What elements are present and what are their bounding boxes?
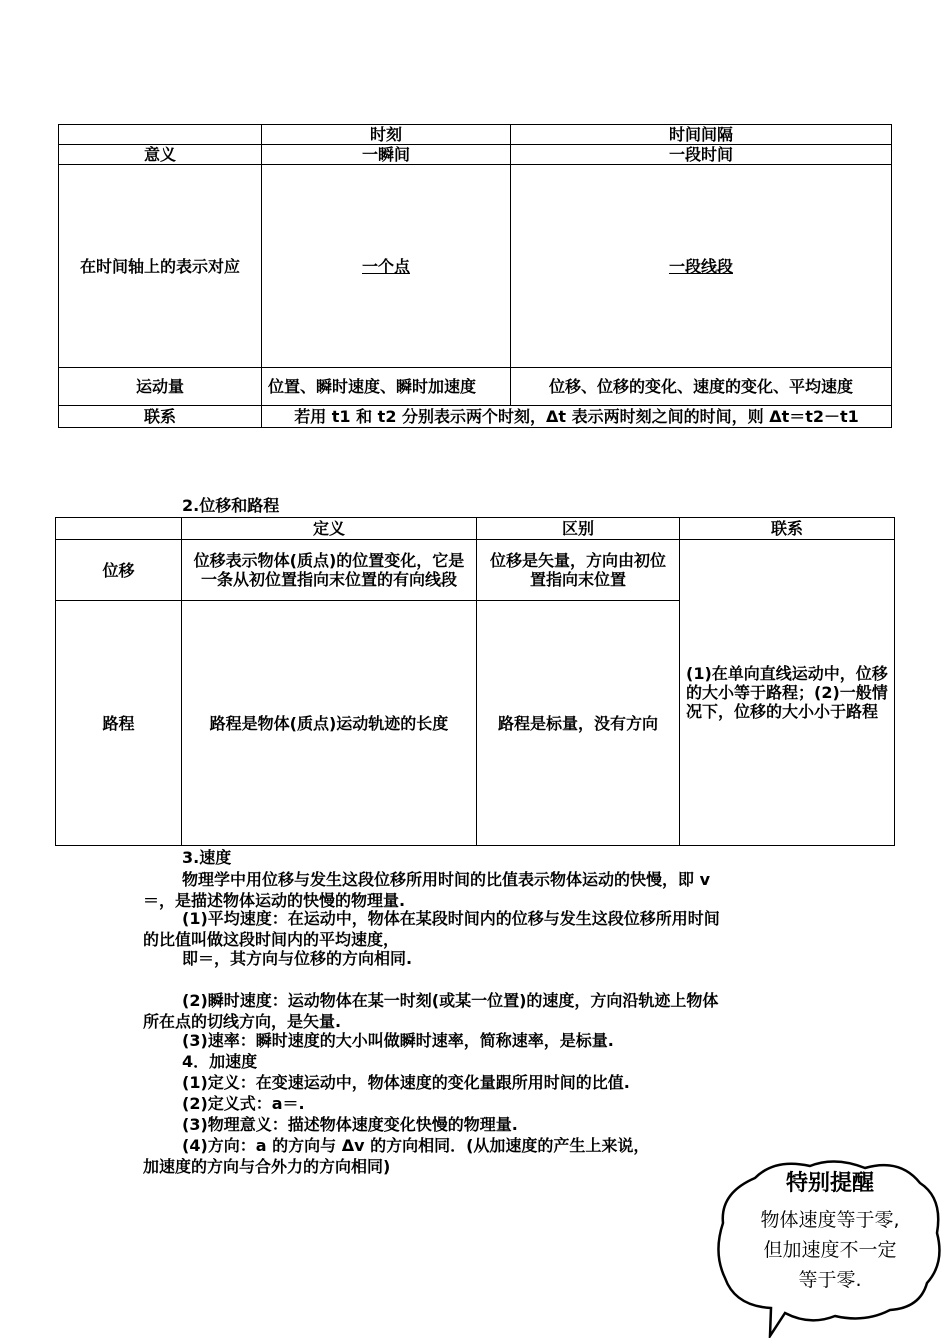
paragraph-line: 加速度的方向与合外力的方向相同): [143, 1157, 391, 1176]
time-table: [58, 124, 892, 428]
paragraph-line: 的比值叫做这段时间内的平均速度，: [143, 930, 400, 949]
t1-cell: 位移、位移的变化、速度的变化、平均速度: [511, 368, 892, 406]
paragraph-line: 物理学中用位移与发生这段位移所用时间的比值表示物体运动的快慢，即 v: [182, 870, 711, 889]
paragraph-line: (2)定义式：a＝.: [182, 1094, 305, 1113]
t1-point-text: 一个点: [361, 256, 410, 276]
heading: 3.速度: [182, 848, 232, 867]
paragraph-line: (1)定义：在变速运动中，物体速度的变化量跟所用时间的比值.: [182, 1073, 630, 1092]
t1-row-label: 联系: [59, 406, 262, 428]
note-bubble: [715, 1158, 945, 1338]
t1-cell: 一段时间: [511, 145, 892, 165]
paragraph-line: 所在点的切线方向，是矢量.: [143, 1012, 342, 1031]
paragraph-line: (2)瞬时速度：运动物体在某一时刻(或某一位置)的速度，方向沿轨迹上物体: [182, 991, 719, 1010]
t2-header-rel: 联系: [680, 518, 895, 540]
note-line: 等于零.: [798, 1269, 862, 1291]
t2-header-diff: 区别: [477, 518, 680, 540]
heading: 4．加速度: [182, 1052, 258, 1071]
t1-relation: 若用 t1 和 t2 分别表示两个时刻，Δt 表示两时刻之间的时间，则 Δt＝t2－t1: [262, 406, 892, 428]
t1-header-interval: 时间间隔: [511, 125, 892, 145]
t1-cell: 一瞬间: [262, 145, 511, 165]
displacement-table: [55, 517, 895, 846]
note-line: 但加速度不一定: [763, 1239, 897, 1261]
t1-header-empty: [59, 125, 262, 145]
t1-row-label: 运动量: [59, 368, 262, 406]
t2-row-label: 位移: [56, 540, 182, 601]
t1-row-label: 意义: [59, 145, 262, 165]
section-title: 2.位移和路程: [182, 496, 280, 515]
t2-cell: 路程是物体(质点)运动轨迹的长度: [182, 601, 477, 846]
t2-header-def: 定义: [182, 518, 477, 540]
t1-header-moment: 时刻: [262, 125, 511, 145]
t2-relation: (1)在单向直线运动中，位移的大小等于路程；(2)一般情况下，位移的大小小于路程: [680, 540, 895, 846]
paragraph-line: 即＝，其方向与位移的方向相同.: [182, 949, 413, 968]
t1-row-label: 在时间轴上的表示对应: [59, 165, 262, 368]
paragraph-line: (4)方向：a 的方向与 Δv 的方向相同．(从加速度的产生上来说，: [182, 1136, 650, 1155]
paragraph-line: (3)速率：瞬时速度的大小叫做瞬时速率，简称速率，是标量.: [182, 1031, 614, 1050]
paragraph-line: (3)物理意义：描述物体速度变化快慢的物理量.: [182, 1115, 518, 1134]
t1-cell: [262, 165, 511, 368]
paragraph-line: (1)平均速度：在运动中，物体在某段时间内的位移与发生这段位移所用时间: [182, 909, 720, 928]
note-line: 物体速度等于零,: [760, 1209, 900, 1231]
t2-cell: 位移表示物体(质点)的位置变化，它是一条从初位置指向末位置的有向线段: [182, 540, 477, 601]
paragraph-line: ＝，是描述物体运动的快慢的物理量.: [143, 891, 406, 910]
t2-cell: 位移是矢量，方向由初位置指向末位置: [477, 540, 680, 601]
t1-cell: [511, 165, 892, 368]
t2-cell: 路程是标量，没有方向: [477, 601, 680, 846]
t1-cell: 位置、瞬时速度、瞬时加速度: [262, 368, 511, 406]
t2-header-empty: [56, 518, 182, 540]
t1-segment-text: 一段线段: [668, 256, 733, 276]
t2-row-label: 路程: [56, 601, 182, 846]
note-title: 特别提醒: [785, 1171, 874, 1196]
